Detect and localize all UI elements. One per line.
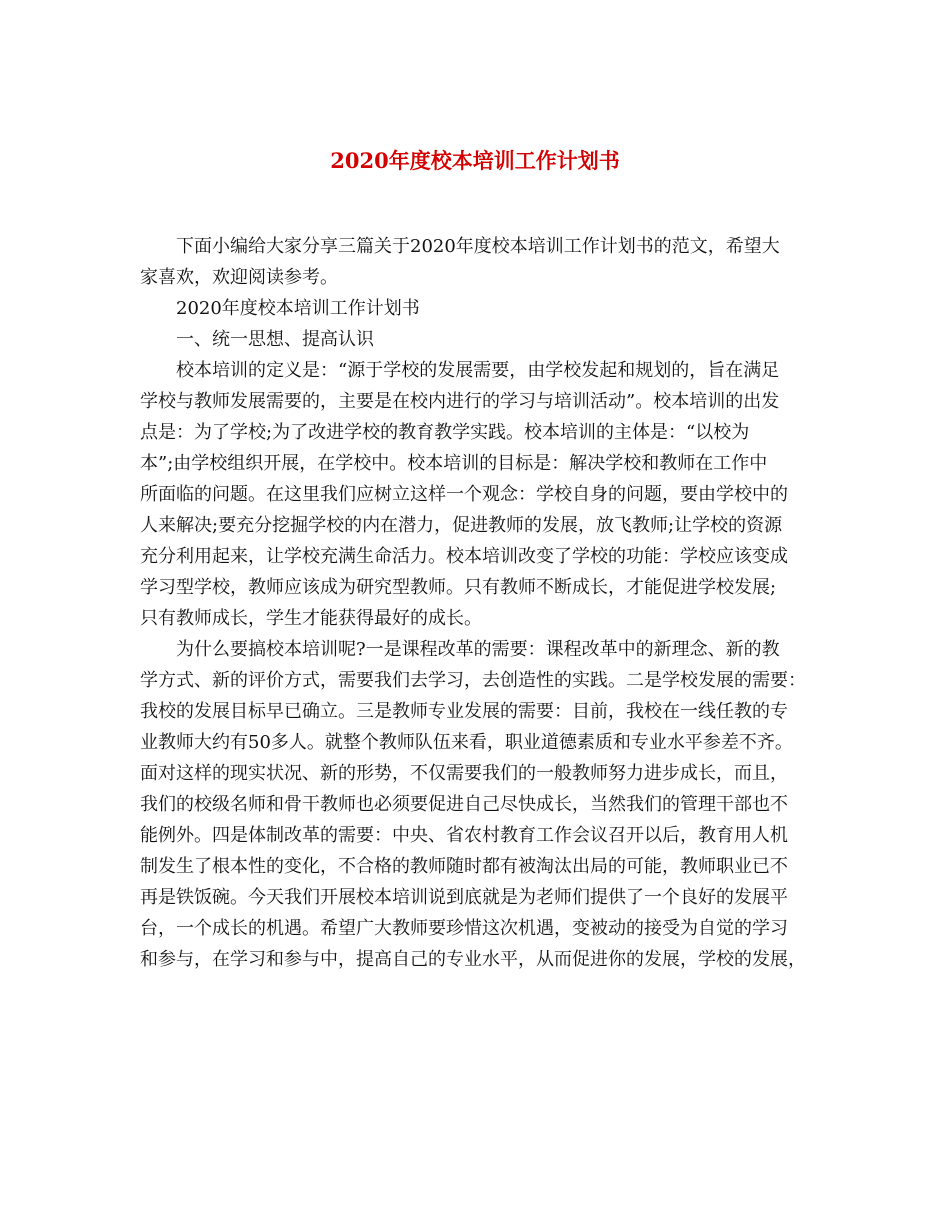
section-title: 2020年度校本培训工作计划书 xyxy=(176,298,420,319)
paragraph-intro-line-1: 下面小编给大家分享三篇关于2020年度校本培训工作计划书的范文，希望大 xyxy=(176,236,780,257)
paragraph-line: 再是铁饭碗。今天我们开展校本培训说到底就是为老师们提供了一个良好的发展平 xyxy=(140,887,788,908)
paragraph-line: 所面临的问题。在这里我们应树立这样一个观念：学校自身的问题，要由学校中的 xyxy=(140,484,788,505)
paragraph-line: 我们的校级名师和骨干教师也必须要促进自己尽快成长，当然我们的管理干部也不 xyxy=(140,794,788,815)
paragraph-intro-line-2: 家喜欢，欢迎阅读参考。 xyxy=(140,267,338,288)
paragraph-line: 学校与教师发展需要的，主要是在校内进行的学习与培训活动”。校本培训的出发 xyxy=(140,391,780,412)
paragraph-line: 人来解决;要充分挖掘学校的内在潜力，促进教师的发展，放飞教师;让学校的资源 xyxy=(140,515,783,536)
paragraph-line: 面对这样的现实状况、新的形势，不仅需要我们的一般教师努力进步成长，而且， xyxy=(140,763,788,784)
paragraph-line: 能例外。四是体制改革的需要：中央、省农村教育工作会议召开以后，教育用人机 xyxy=(140,825,788,846)
section-heading: 一、统一思想、提高认识 xyxy=(176,329,374,350)
document-title: 2020年度校本培训工作计划书 xyxy=(330,148,620,173)
paragraph-line: 学方式、新的评价方式，需要我们去学习，去创造性的实践。二是学校发展的需要： xyxy=(140,670,806,691)
paragraph-line: 台，一个成长的机遇。希望广大教师要珍惜这次机遇，变被动的接受为自觉的学习 xyxy=(140,918,788,939)
paragraph-line: 和参与，在学习和参与中，提高自己的专业水平，从而促进你的发展，学校的发展， xyxy=(140,949,806,970)
paragraph-line: 我校的发展目标早已确立。三是教师专业发展的需要：目前，我校在一线任教的专 xyxy=(140,701,788,722)
paragraph-line: 校本培训的定义是：“源于学校的发展需要，由学校发起和规划的，旨在满足 xyxy=(176,360,780,381)
paragraph-line: 本”;由学校组织开展，在学校中。校本培训的目标是：解决学校和教师在工作中 xyxy=(140,453,768,474)
paragraph-line: 业教师大约有50多人。就整个教师队伍来看，职业道德素质和专业水平参差不齐。 xyxy=(140,732,793,753)
paragraph-line: 充分利用起来，让学校充满生命活力。校本培训改变了学校的功能：学校应该变成 xyxy=(140,546,788,567)
paragraph-line: 制发生了根本性的变化，不合格的教师随时都有被淘汰出局的可能，教师职业已不 xyxy=(140,856,788,877)
paragraph-line: 只有教师成长，学生才能获得最好的成长。 xyxy=(140,608,482,629)
document-body xyxy=(140,231,830,975)
paragraph-line: 点是：为了学校;为了改进学校的教育教学实践。校本培训的主体是：“以校为 xyxy=(140,422,750,443)
paragraph-line: 学习型学校，教师应该成为研究型教师。只有教师不断成长，才能促进学校发展; xyxy=(140,577,777,598)
paragraph-line: 为什么要搞校本培训呢?一是课程改革的需要：课程改革中的新理念、新的教 xyxy=(176,639,780,660)
